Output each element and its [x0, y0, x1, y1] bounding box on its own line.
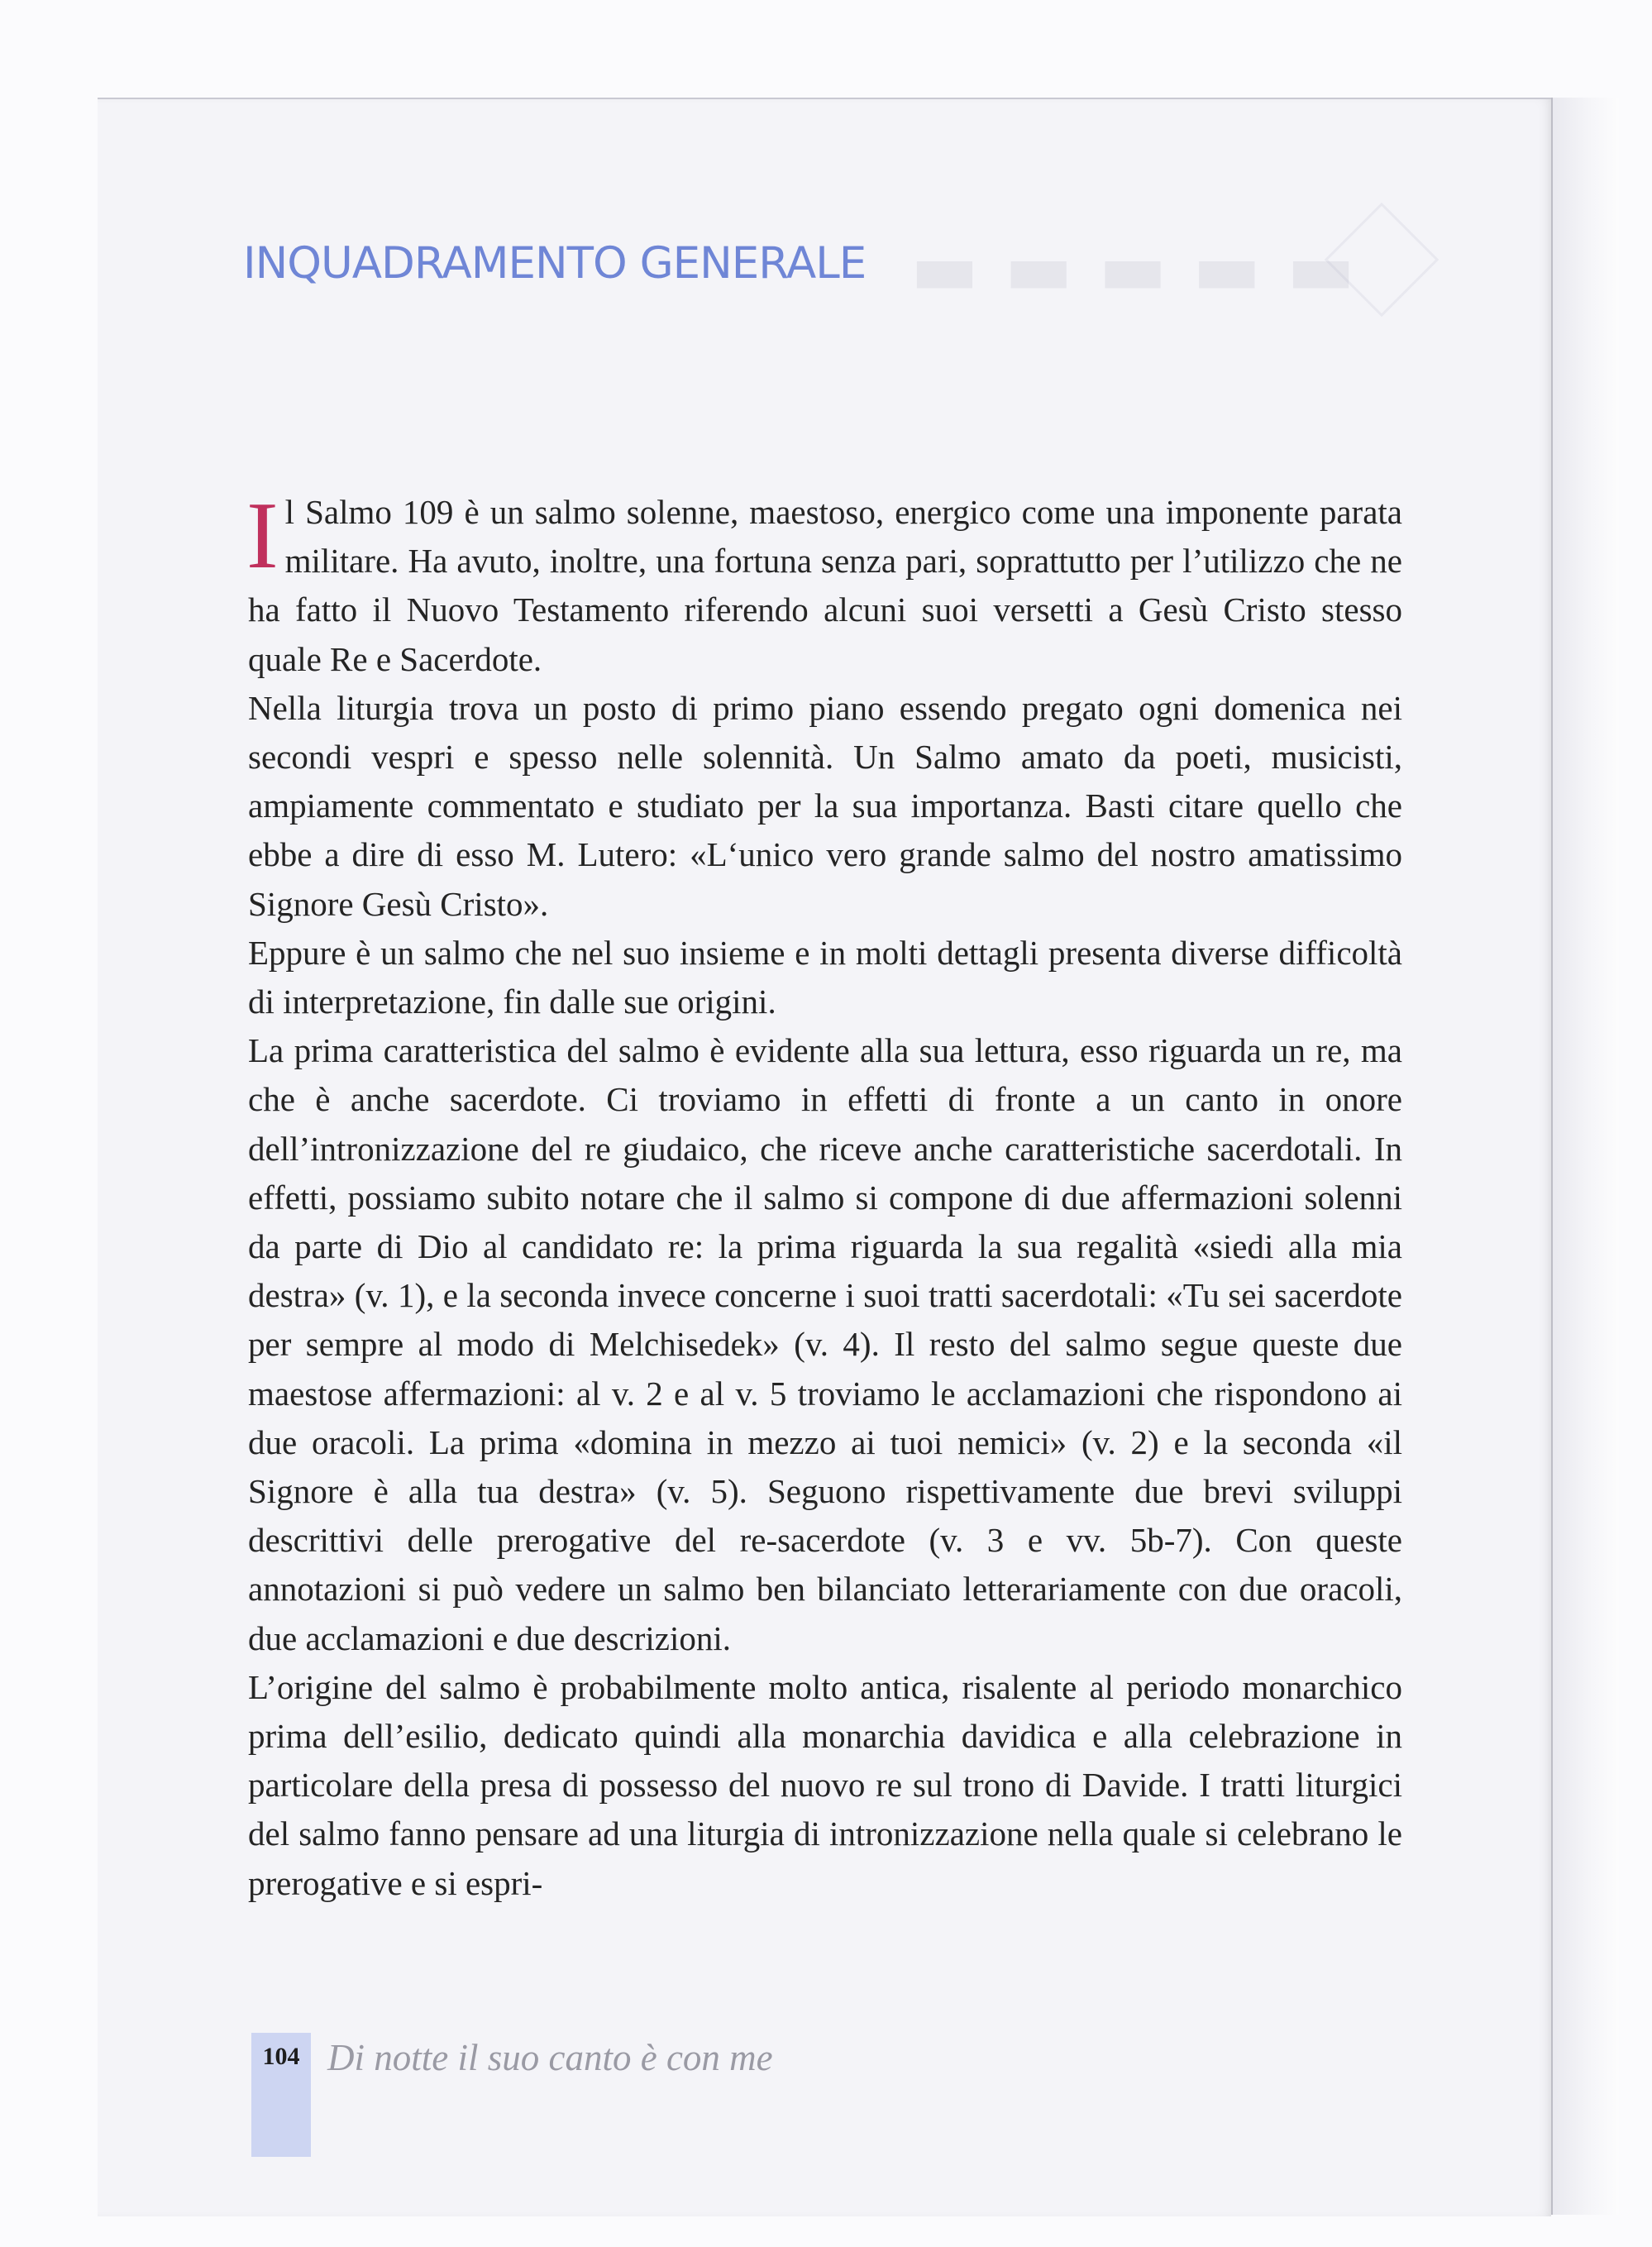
body-text: [246, 483, 1402, 1908]
page-number: 104: [262, 2043, 300, 2070]
paragraph-4: La prima caratteristica del salmo è evidente alla sua lettura, esso riguarda un re, ma che è anche sacerdote. Ci troviamo in effetti di fronte a un canto in onore dell’intronizzazione del re giudaico, che riceve anche caratteristiche sacerdotali. In effetti, possiamo subito notare che il salmo si compone di due affermazioni solenni da parte di Dio al candidato re: la prima riguarda la sua regalità «siedi alla mia destra» (v. 1), e la seconda invece concerne i suoi tratti sacerdotali: «Tu sei sacerdote per sempre al modo di Melchisedek» (v. 4). Il resto del salmo segue queste due maestose affermazioni: al v. 2 e al v. 5 troviamo le acclamazioni che rispondono ai due oracoli. La prima «domina in mezzo ai tuoi nemici» (v. 2) e la seconda «il Signore è alla tua destra» (v. 5). Seguono rispettivamente due brevi sviluppi descrittivi delle prerogative del re-sacerdote (v. 3 e vv. 5b-7). Con queste annotazioni si può vedere un salmo ben bilanciato letterariamente con due oracoli, due acclamazioni e due descrizioni.: [248, 1031, 1402, 1657]
paragraph-5: L’origine del salmo è probabilmente molto antica, risalente al periodo monarchico prima dell’esilio, dedicato quindi alla monarchia davidica e alla celebrazione in particolare della presa di possesso del nuovo re sul trono di Davide. I tratti liturgici del salmo fanno pensare ad una liturgia di intronizzazione nella quale si celebrano le prerogative e si espri-: [248, 1667, 1402, 1902]
paragraph-1-text: l Salmo 109 è un salmo solenne, maestoso, energico come una imponente parata militare. Ha avuto, inoltre, una fortuna senza pari, soprattutto per l’utilizzo che ne ha fatto il Nuovo Testamento riferendo alcuni suoi versetti a Gesù Cristo stesso quale Re e Sacerdote.: [248, 493, 1402, 678]
paragraph-3: Eppure è un salmo che nel suo insieme e in molti dettagli presenta diverse difficoltà di interpretazione, fin dalle sue origini.: [248, 933, 1402, 1021]
running-title: Di notte il suo canto è con me: [327, 2037, 773, 2078]
show-through-decoration: ▬ ▬ ▬ ▬ ▬: [910, 226, 1356, 311]
section-heading: INQUADRAMENTO GENERALE: [243, 238, 867, 289]
drop-cap: I: [246, 483, 279, 589]
paragraph-1: [246, 483, 1402, 684]
paragraph-2: Nella liturgia trova un posto di primo piano essendo pregato ogni domenica nei secondi vespri e spesso nelle solennità. Un Salmo amato da poeti, musicisti, ampiamente commentato e studiato per la sua importanza. Basti citare quello che ebbe a dire di esso M. Lutero: «L‘unico vero grande salmo del nostro amatissimo Signore Gesù Cristo».: [248, 688, 1402, 923]
facing-page-edge: [1551, 98, 1619, 2215]
